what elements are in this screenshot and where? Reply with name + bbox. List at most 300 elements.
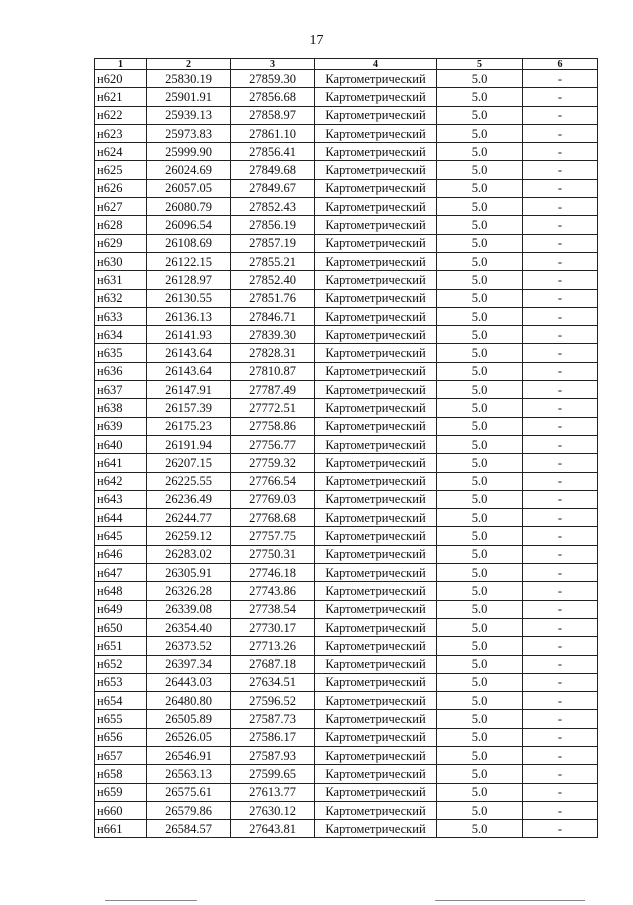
point-name-cell: н626: [95, 179, 147, 197]
accuracy-cell: 5.0: [437, 70, 523, 88]
note-cell: -: [523, 728, 598, 746]
accuracy-cell: 5.0: [437, 326, 523, 344]
method-cell: Картометрический: [315, 765, 437, 783]
point-name-cell: н659: [95, 783, 147, 801]
y-coordinate-cell: 27757.75: [231, 527, 315, 545]
note-cell: -: [523, 234, 598, 252]
x-coordinate-cell: 26480.80: [147, 692, 231, 710]
y-coordinate-cell: 27750.31: [231, 545, 315, 563]
point-name-cell: н637: [95, 381, 147, 399]
accuracy-cell: 5.0: [437, 399, 523, 417]
y-coordinate-cell: 27846.71: [231, 307, 315, 325]
column-header: 4: [315, 59, 437, 70]
accuracy-cell: 5.0: [437, 252, 523, 270]
table-row: [95, 710, 598, 728]
method-cell: Картометрический: [315, 289, 437, 307]
accuracy-cell: 5.0: [437, 161, 523, 179]
point-name-cell: н640: [95, 435, 147, 453]
y-coordinate-cell: 27713.26: [231, 637, 315, 655]
note-cell: -: [523, 490, 598, 508]
table-row: [95, 161, 598, 179]
table-body: [95, 70, 598, 838]
point-name-cell: н632: [95, 289, 147, 307]
point-name-cell: н625: [95, 161, 147, 179]
method-cell: Картометрический: [315, 271, 437, 289]
point-name-cell: н645: [95, 527, 147, 545]
table-row: [95, 746, 598, 764]
accuracy-cell: 5.0: [437, 637, 523, 655]
method-cell: Картометрический: [315, 307, 437, 325]
point-name-cell: н652: [95, 655, 147, 673]
y-coordinate-cell: 27769.03: [231, 490, 315, 508]
point-name-cell: н649: [95, 600, 147, 618]
method-cell: Картометрический: [315, 710, 437, 728]
accuracy-cell: 5.0: [437, 435, 523, 453]
y-coordinate-cell: 27759.32: [231, 454, 315, 472]
method-cell: Картометрический: [315, 618, 437, 636]
x-coordinate-cell: 26225.55: [147, 472, 231, 490]
accuracy-cell: 5.0: [437, 655, 523, 673]
point-name-cell: н661: [95, 820, 147, 838]
note-cell: -: [523, 198, 598, 216]
accuracy-cell: 5.0: [437, 820, 523, 838]
note-cell: -: [523, 179, 598, 197]
x-coordinate-cell: 26326.28: [147, 582, 231, 600]
method-cell: Картометрический: [315, 216, 437, 234]
x-coordinate-cell: 26443.03: [147, 673, 231, 691]
x-coordinate-cell: 26175.23: [147, 417, 231, 435]
table-row: [95, 637, 598, 655]
method-cell: Картометрический: [315, 600, 437, 618]
y-coordinate-cell: 27810.87: [231, 362, 315, 380]
point-name-cell: н623: [95, 124, 147, 142]
point-name-cell: н624: [95, 143, 147, 161]
x-coordinate-cell: 26354.40: [147, 618, 231, 636]
coordinates-table: [94, 58, 598, 838]
y-coordinate-cell: 27839.30: [231, 326, 315, 344]
table-row: [95, 271, 598, 289]
note-cell: -: [523, 88, 598, 106]
x-coordinate-cell: 26096.54: [147, 216, 231, 234]
accuracy-cell: 5.0: [437, 692, 523, 710]
x-coordinate-cell: 26141.93: [147, 326, 231, 344]
y-coordinate-cell: 27855.21: [231, 252, 315, 270]
column-header: 6: [523, 59, 598, 70]
method-cell: Картометрический: [315, 161, 437, 179]
accuracy-cell: 5.0: [437, 234, 523, 252]
point-name-cell: н650: [95, 618, 147, 636]
method-cell: Картометрический: [315, 472, 437, 490]
note-cell: -: [523, 124, 598, 142]
method-cell: Картометрический: [315, 234, 437, 252]
method-cell: Картометрический: [315, 783, 437, 801]
accuracy-cell: 5.0: [437, 271, 523, 289]
x-coordinate-cell: 26526.05: [147, 728, 231, 746]
point-name-cell: н629: [95, 234, 147, 252]
note-cell: -: [523, 289, 598, 307]
y-coordinate-cell: 27746.18: [231, 564, 315, 582]
method-cell: Картометрический: [315, 509, 437, 527]
table-row: [95, 765, 598, 783]
note-cell: -: [523, 216, 598, 234]
note-cell: -: [523, 417, 598, 435]
x-coordinate-cell: 26579.86: [147, 801, 231, 819]
table-row: [95, 307, 598, 325]
y-coordinate-cell: 27630.12: [231, 801, 315, 819]
x-coordinate-cell: 26147.91: [147, 381, 231, 399]
point-name-cell: н646: [95, 545, 147, 563]
point-name-cell: н620: [95, 70, 147, 88]
footer-divider: [105, 900, 197, 901]
table-row: [95, 216, 598, 234]
method-cell: Картометрический: [315, 344, 437, 362]
table-row: [95, 509, 598, 527]
note-cell: -: [523, 765, 598, 783]
x-coordinate-cell: 25830.19: [147, 70, 231, 88]
point-name-cell: н642: [95, 472, 147, 490]
note-cell: -: [523, 161, 598, 179]
table-row: [95, 326, 598, 344]
note-cell: -: [523, 271, 598, 289]
accuracy-cell: 5.0: [437, 765, 523, 783]
accuracy-cell: 5.0: [437, 289, 523, 307]
x-coordinate-cell: 26024.69: [147, 161, 231, 179]
table-row: [95, 143, 598, 161]
table-row: [95, 435, 598, 453]
method-cell: Картометрический: [315, 637, 437, 655]
y-coordinate-cell: 27587.73: [231, 710, 315, 728]
point-name-cell: н636: [95, 362, 147, 380]
y-coordinate-cell: 27756.77: [231, 435, 315, 453]
table-row: [95, 618, 598, 636]
x-coordinate-cell: 26136.13: [147, 307, 231, 325]
y-coordinate-cell: 27643.81: [231, 820, 315, 838]
x-coordinate-cell: 26505.89: [147, 710, 231, 728]
point-name-cell: н638: [95, 399, 147, 417]
point-name-cell: н628: [95, 216, 147, 234]
note-cell: -: [523, 637, 598, 655]
accuracy-cell: 5.0: [437, 673, 523, 691]
method-cell: Картометрический: [315, 728, 437, 746]
x-coordinate-cell: 26122.15: [147, 252, 231, 270]
point-name-cell: н655: [95, 710, 147, 728]
method-cell: Картометрический: [315, 454, 437, 472]
y-coordinate-cell: 27849.67: [231, 179, 315, 197]
accuracy-cell: 5.0: [437, 728, 523, 746]
note-cell: -: [523, 527, 598, 545]
point-name-cell: н653: [95, 673, 147, 691]
table-row: [95, 490, 598, 508]
accuracy-cell: 5.0: [437, 783, 523, 801]
method-cell: Картометрический: [315, 801, 437, 819]
method-cell: Картометрический: [315, 362, 437, 380]
point-name-cell: н639: [95, 417, 147, 435]
point-name-cell: н634: [95, 326, 147, 344]
table-row: [95, 344, 598, 362]
method-cell: Картометрический: [315, 88, 437, 106]
x-coordinate-cell: 26283.02: [147, 545, 231, 563]
table-header-row: [95, 59, 598, 70]
table-row: [95, 381, 598, 399]
point-name-cell: н643: [95, 490, 147, 508]
y-coordinate-cell: 27634.51: [231, 673, 315, 691]
point-name-cell: н647: [95, 564, 147, 582]
point-name-cell: н658: [95, 765, 147, 783]
y-coordinate-cell: 27857.19: [231, 234, 315, 252]
x-coordinate-cell: 26584.57: [147, 820, 231, 838]
accuracy-cell: 5.0: [437, 88, 523, 106]
y-coordinate-cell: 27772.51: [231, 399, 315, 417]
y-coordinate-cell: 27858.97: [231, 106, 315, 124]
point-name-cell: н660: [95, 801, 147, 819]
table-row: [95, 179, 598, 197]
accuracy-cell: 5.0: [437, 618, 523, 636]
note-cell: -: [523, 307, 598, 325]
method-cell: Картометрический: [315, 326, 437, 344]
accuracy-cell: 5.0: [437, 746, 523, 764]
table-row: [95, 362, 598, 380]
x-coordinate-cell: 26563.13: [147, 765, 231, 783]
y-coordinate-cell: 27851.76: [231, 289, 315, 307]
y-coordinate-cell: 27743.86: [231, 582, 315, 600]
point-name-cell: н651: [95, 637, 147, 655]
method-cell: Картометрический: [315, 70, 437, 88]
note-cell: -: [523, 399, 598, 417]
method-cell: Картометрический: [315, 417, 437, 435]
y-coordinate-cell: 27687.18: [231, 655, 315, 673]
table-row: [95, 582, 598, 600]
point-name-cell: н644: [95, 509, 147, 527]
note-cell: -: [523, 673, 598, 691]
x-coordinate-cell: 26130.55: [147, 289, 231, 307]
note-cell: -: [523, 509, 598, 527]
table-row: [95, 783, 598, 801]
y-coordinate-cell: 27856.19: [231, 216, 315, 234]
table-row: [95, 106, 598, 124]
note-cell: -: [523, 801, 598, 819]
y-coordinate-cell: 27849.68: [231, 161, 315, 179]
note-cell: -: [523, 344, 598, 362]
x-coordinate-cell: 26157.39: [147, 399, 231, 417]
column-header: 2: [147, 59, 231, 70]
x-coordinate-cell: 26305.91: [147, 564, 231, 582]
method-cell: Картометрический: [315, 399, 437, 417]
x-coordinate-cell: 26080.79: [147, 198, 231, 216]
accuracy-cell: 5.0: [437, 362, 523, 380]
method-cell: Картометрический: [315, 381, 437, 399]
table-row: [95, 417, 598, 435]
y-coordinate-cell: 27859.30: [231, 70, 315, 88]
note-cell: -: [523, 820, 598, 838]
accuracy-cell: 5.0: [437, 417, 523, 435]
accuracy-cell: 5.0: [437, 179, 523, 197]
y-coordinate-cell: 27828.31: [231, 344, 315, 362]
table-row: [95, 655, 598, 673]
method-cell: Картометрический: [315, 527, 437, 545]
table-row: [95, 124, 598, 142]
table-row: [95, 545, 598, 563]
method-cell: Картометрический: [315, 143, 437, 161]
table-row: [95, 289, 598, 307]
note-cell: -: [523, 618, 598, 636]
x-coordinate-cell: 26128.97: [147, 271, 231, 289]
accuracy-cell: 5.0: [437, 106, 523, 124]
method-cell: Картометрический: [315, 124, 437, 142]
note-cell: -: [523, 326, 598, 344]
method-cell: Картометрический: [315, 106, 437, 124]
accuracy-cell: 5.0: [437, 564, 523, 582]
y-coordinate-cell: 27861.10: [231, 124, 315, 142]
method-cell: Картометрический: [315, 673, 437, 691]
y-coordinate-cell: 27586.17: [231, 728, 315, 746]
point-name-cell: н631: [95, 271, 147, 289]
table-row: [95, 673, 598, 691]
x-coordinate-cell: 26546.91: [147, 746, 231, 764]
x-coordinate-cell: 26259.12: [147, 527, 231, 545]
column-header: 5: [437, 59, 523, 70]
accuracy-cell: 5.0: [437, 344, 523, 362]
y-coordinate-cell: 27852.40: [231, 271, 315, 289]
accuracy-cell: 5.0: [437, 582, 523, 600]
accuracy-cell: 5.0: [437, 600, 523, 618]
note-cell: -: [523, 710, 598, 728]
y-coordinate-cell: 27596.52: [231, 692, 315, 710]
y-coordinate-cell: 27613.77: [231, 783, 315, 801]
page-number: 17: [309, 33, 324, 48]
method-cell: Картометрический: [315, 252, 437, 270]
method-cell: Картометрический: [315, 582, 437, 600]
point-name-cell: н641: [95, 454, 147, 472]
note-cell: -: [523, 545, 598, 563]
accuracy-cell: 5.0: [437, 472, 523, 490]
accuracy-cell: 5.0: [437, 216, 523, 234]
accuracy-cell: 5.0: [437, 527, 523, 545]
accuracy-cell: 5.0: [437, 454, 523, 472]
y-coordinate-cell: 27587.93: [231, 746, 315, 764]
note-cell: -: [523, 783, 598, 801]
x-coordinate-cell: 26057.05: [147, 179, 231, 197]
note-cell: -: [523, 106, 598, 124]
y-coordinate-cell: 27852.43: [231, 198, 315, 216]
note-cell: -: [523, 70, 598, 88]
note-cell: -: [523, 143, 598, 161]
x-coordinate-cell: 26236.49: [147, 490, 231, 508]
x-coordinate-cell: 25939.13: [147, 106, 231, 124]
point-name-cell: н654: [95, 692, 147, 710]
accuracy-cell: 5.0: [437, 124, 523, 142]
accuracy-cell: 5.0: [437, 801, 523, 819]
method-cell: Картометрический: [315, 820, 437, 838]
point-name-cell: н627: [95, 198, 147, 216]
method-cell: Картометрический: [315, 490, 437, 508]
x-coordinate-cell: 25999.90: [147, 143, 231, 161]
column-header: 3: [231, 59, 315, 70]
y-coordinate-cell: 27856.68: [231, 88, 315, 106]
note-cell: -: [523, 582, 598, 600]
point-name-cell: н630: [95, 252, 147, 270]
table-row: [95, 88, 598, 106]
table-row: [95, 600, 598, 618]
table-row: [95, 564, 598, 582]
x-coordinate-cell: 26143.64: [147, 344, 231, 362]
x-coordinate-cell: 25973.83: [147, 124, 231, 142]
point-name-cell: н635: [95, 344, 147, 362]
accuracy-cell: 5.0: [437, 545, 523, 563]
method-cell: Картометрический: [315, 435, 437, 453]
x-coordinate-cell: 26244.77: [147, 509, 231, 527]
note-cell: -: [523, 435, 598, 453]
x-coordinate-cell: 26191.94: [147, 435, 231, 453]
note-cell: -: [523, 600, 598, 618]
method-cell: Картометрический: [315, 692, 437, 710]
x-coordinate-cell: 26143.64: [147, 362, 231, 380]
accuracy-cell: 5.0: [437, 509, 523, 527]
x-coordinate-cell: 26207.15: [147, 454, 231, 472]
x-coordinate-cell: 26397.34: [147, 655, 231, 673]
table-row: [95, 198, 598, 216]
table-row: [95, 399, 598, 417]
x-coordinate-cell: 26339.08: [147, 600, 231, 618]
accuracy-cell: 5.0: [437, 710, 523, 728]
note-cell: -: [523, 655, 598, 673]
note-cell: -: [523, 692, 598, 710]
table-row: [95, 728, 598, 746]
method-cell: Картометрический: [315, 655, 437, 673]
note-cell: -: [523, 564, 598, 582]
y-coordinate-cell: 27768.68: [231, 509, 315, 527]
y-coordinate-cell: 27599.65: [231, 765, 315, 783]
accuracy-cell: 5.0: [437, 307, 523, 325]
method-cell: Картометрический: [315, 545, 437, 563]
point-name-cell: н656: [95, 728, 147, 746]
note-cell: -: [523, 454, 598, 472]
y-coordinate-cell: 27738.54: [231, 600, 315, 618]
table-row: [95, 472, 598, 490]
column-header: 1: [95, 59, 147, 70]
note-cell: -: [523, 746, 598, 764]
accuracy-cell: 5.0: [437, 381, 523, 399]
table-row: [95, 234, 598, 252]
method-cell: Картометрический: [315, 746, 437, 764]
x-coordinate-cell: 25901.91: [147, 88, 231, 106]
point-name-cell: н622: [95, 106, 147, 124]
accuracy-cell: 5.0: [437, 143, 523, 161]
accuracy-cell: 5.0: [437, 490, 523, 508]
y-coordinate-cell: 27730.17: [231, 618, 315, 636]
note-cell: -: [523, 381, 598, 399]
x-coordinate-cell: 26575.61: [147, 783, 231, 801]
accuracy-cell: 5.0: [437, 198, 523, 216]
point-name-cell: н648: [95, 582, 147, 600]
table-row: [95, 252, 598, 270]
x-coordinate-cell: 26108.69: [147, 234, 231, 252]
point-name-cell: н657: [95, 746, 147, 764]
note-cell: -: [523, 472, 598, 490]
method-cell: Картометрический: [315, 564, 437, 582]
table-row: [95, 801, 598, 819]
method-cell: Картометрический: [315, 179, 437, 197]
table-row: [95, 820, 598, 838]
point-name-cell: н633: [95, 307, 147, 325]
table-row: [95, 527, 598, 545]
footer-divider: [435, 900, 585, 901]
note-cell: -: [523, 252, 598, 270]
note-cell: -: [523, 362, 598, 380]
y-coordinate-cell: 27787.49: [231, 381, 315, 399]
table-row: [95, 692, 598, 710]
table-row: [95, 70, 598, 88]
y-coordinate-cell: 27758.86: [231, 417, 315, 435]
